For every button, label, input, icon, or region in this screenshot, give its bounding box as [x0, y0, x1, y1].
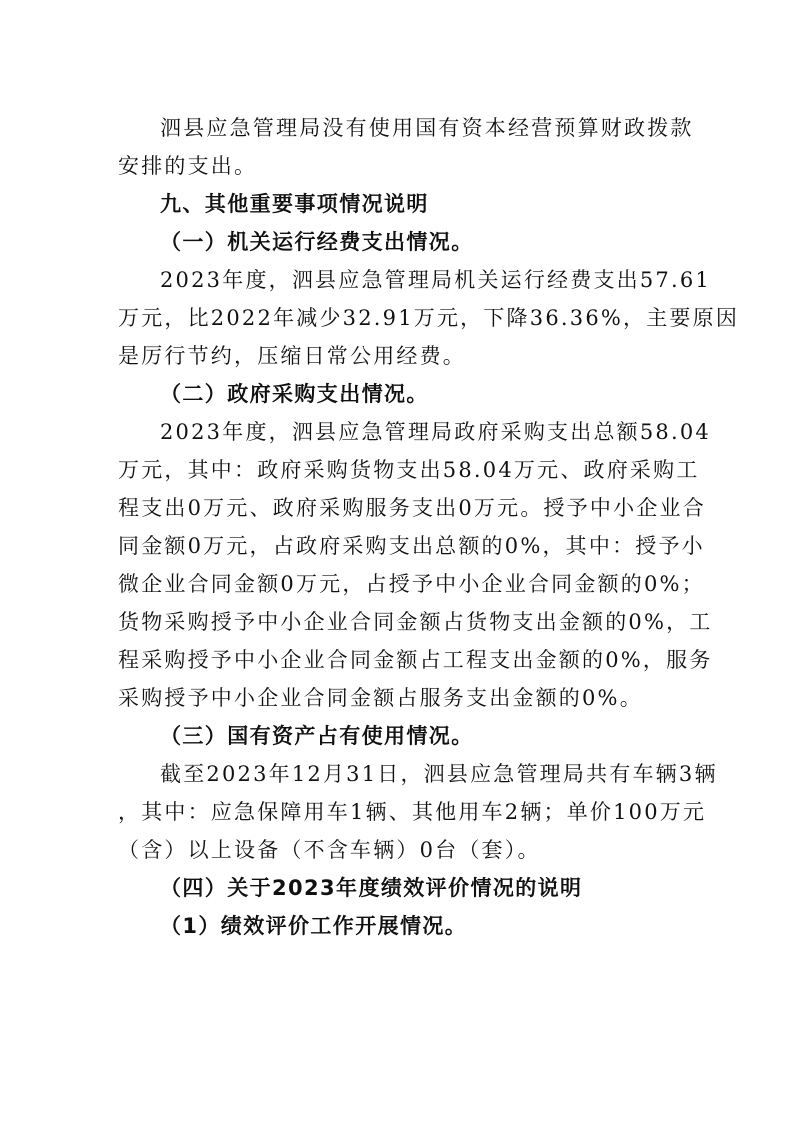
subsection-heading: （四）关于2023年度绩效评价情况的说明 — [160, 876, 583, 900]
paragraph-line: 微企业合同金额0万元，占授予中小企业合同金额的0%； — [118, 572, 705, 596]
subsection-heading: （1）绩效评价工作开展情况。 — [160, 914, 468, 938]
paragraph-line: 2023年度，泗县应急管理局政府采购支出总额58.04 — [160, 420, 711, 444]
paragraph-line: 截至2023年12月31日，泗县应急管理局共有车辆3辆 — [160, 762, 718, 786]
paragraph-line: 货物采购授予中小企业合同金额占货物支出金额的0%，工 — [118, 610, 713, 634]
paragraph-line: 采购授予中小企业合同金额占服务支出金额的0%。 — [118, 686, 643, 710]
subsection-heading: （二）政府采购支出情况。 — [160, 382, 429, 406]
paragraph-line: 泗县应急管理局没有使用国有资本经营预算财政拨款 — [160, 116, 694, 140]
subsection-heading: （三）国有资产占有使用情况。 — [160, 724, 474, 748]
paragraph-line: 程采购授予中小企业合同金额占工程支出金额的0%，服务 — [118, 648, 713, 672]
paragraph-line: ，其中：应急保障用车1辆、其他用车2辆；单价100万元 — [118, 800, 707, 824]
paragraph-line: 2023年度，泗县应急管理局机关运行经费支出57.61 — [160, 268, 711, 292]
section-heading: 九、其他重要事项情况说明 — [160, 192, 429, 216]
subsection-heading: （一）机关运行经费支出情况。 — [160, 230, 474, 254]
paragraph-line: 安排的支出。 — [118, 154, 258, 178]
paragraph-line: 是厉行节约，压缩日常公用经费。 — [118, 344, 466, 368]
paragraph-line: 万元，比2022年减少32.91万元，下降36.36%，主要原因 — [118, 306, 740, 330]
paragraph-line: 万元，其中：政府采购货物支出58.04万元、政府采购工 — [118, 458, 700, 482]
paragraph-line: 同金额0万元，占政府采购支出总额的0%，其中：授予小 — [118, 534, 705, 558]
paragraph-line: 程支出0万元、政府采购服务支出0万元。授予中小企业合 — [118, 496, 706, 520]
paragraph-line: （含）以上设备（不含车辆）0台（套）。 — [118, 838, 541, 862]
